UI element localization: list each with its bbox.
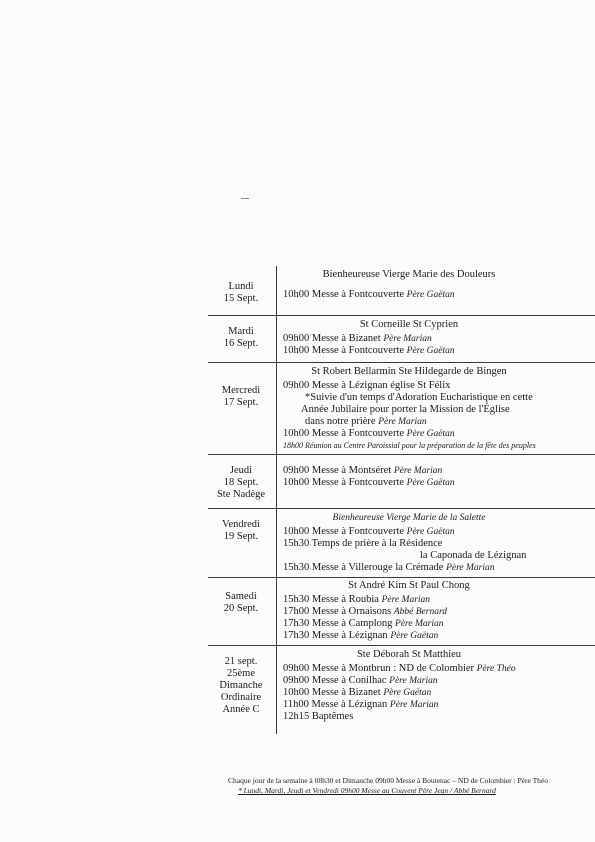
day-date: 20 Sept.	[223, 603, 259, 614]
day-name: Lundi	[228, 281, 254, 292]
schedule-line: 10h00 Messe à Fontcouverte Père Gaëtan	[283, 526, 455, 537]
day-label	[208, 385, 274, 409]
schedule-line: 09h00 Messe à Montséret Père Marian	[283, 465, 443, 476]
day-name: Mardi	[228, 326, 254, 337]
schedule-line: 12h15 Baptêmes	[283, 711, 354, 722]
day-label	[208, 519, 274, 543]
schedule-line: 10h00 Messe à Bizanet Père Gaëtan	[283, 687, 432, 698]
schedule-line: 09h00 Messe à Conilhac Père Marian	[283, 675, 438, 686]
schedule-line: 17h30 Messe à Lézignan Père Gaëtan	[283, 630, 439, 641]
saint-title: Ste Déborah St Matthieu	[356, 649, 462, 660]
schedule-line: 18h00 Réunion au Centre Paroissial pour la préparation de la fête des peuples	[283, 441, 536, 450]
column-divider	[276, 455, 277, 508]
day-name: Dimanche	[219, 680, 263, 691]
schedule-line: 17h00 Messe à Ornaisons Abbé Bernard	[283, 606, 448, 617]
day-date: 21 sept.	[224, 656, 258, 667]
day-sunday	[208, 646, 595, 734]
schedule-line: 10h00 Messe à Fontcouverte Père Gaëtan	[283, 477, 455, 488]
day-label	[208, 465, 274, 501]
day-label	[208, 281, 274, 305]
schedule-line: dans notre prière Père Marian	[305, 416, 427, 427]
saint-title: St Corneille St Cyprien	[359, 319, 459, 330]
day-name: Samedi	[225, 591, 257, 602]
column-divider	[276, 266, 277, 315]
column-divider	[276, 509, 277, 577]
day-date: 17 Sept.	[223, 397, 259, 408]
schedule-line: 10h00 Messe à Fontcouverte Père Gaëtan	[283, 345, 455, 356]
liturgical-time: Ordinaire	[220, 692, 262, 703]
saint-title: Bienheureuse Vierge Marie des Douleurs	[322, 269, 496, 280]
day-date: 19 Sept.	[223, 531, 259, 542]
day-wednesday	[208, 363, 595, 455]
saint-title: St André Kim St Paul Chong	[348, 580, 470, 591]
schedule-line: 15h30 Messe à Villerouge la Crémade Père Marian	[283, 562, 495, 573]
schedule-line: 10h00 Messe à Fontcouverte Père Gaëtan	[283, 428, 455, 439]
day-date: 16 Sept.	[223, 338, 259, 349]
week-number: 25ème	[227, 668, 255, 679]
day-friday	[208, 509, 595, 578]
day-name: Jeudi	[229, 465, 253, 476]
day-tuesday	[208, 316, 595, 363]
column-divider	[276, 316, 277, 362]
day-date: 15 Sept.	[223, 293, 259, 304]
footer-line-weekday-masses: Chaque jour de la semaine à 08h30 et Dimanche 09h00 Messe à Boutenac – ND de Colombier : Père Théo	[228, 776, 548, 785]
day-label	[208, 591, 274, 615]
day-thursday	[208, 455, 595, 509]
schedule-line: la Caponada de Lézignan	[420, 550, 527, 561]
liturgical-year: Année C	[222, 704, 260, 715]
day-monday	[208, 266, 595, 316]
saint-title: St Robert Bellarmin Ste Hildegarde de Bingen	[311, 366, 507, 377]
column-divider	[276, 363, 277, 454]
schedule-line: Année Jubilaire pour porter la Mission de l'Église	[301, 404, 510, 415]
schedule-line: 17h30 Messe à Camplong Père Marian	[283, 618, 444, 629]
schedule-line: 10h00 Messe à Fontcouverte Père Gaëtan	[283, 289, 455, 300]
column-divider	[276, 578, 277, 645]
schedule-line: 15h30 Messe à Roubia Père Marian	[283, 594, 431, 605]
day-name: Vendredi	[222, 519, 260, 530]
day-label	[208, 326, 274, 350]
saint-title: Bienheureuse Vierge Marie de la Salette	[332, 513, 486, 523]
footer-line-convent-masses: * Lundi, Mardi, Jeudi et Vendredi 09h00 Messe au Couvent Père Jean / Abbé Bernard	[238, 786, 496, 795]
weekly-schedule	[208, 266, 595, 734]
day-label	[208, 656, 274, 716]
schedule-line: 11h00 Messe à Lézignan Père Marian	[283, 699, 439, 710]
schedule-line: 09h00 Messe à Montbrun : ND de Colombier Père Théo	[283, 663, 516, 674]
schedule-line: 15h30 Temps de prière à la Résidence	[283, 538, 443, 549]
day-date: 18 Sept.	[223, 477, 259, 488]
column-divider	[276, 646, 277, 734]
schedule-line: 09h00 Messe à Lézignan église St Félix	[283, 380, 451, 391]
day-saint: Ste Nadège	[216, 489, 266, 500]
schedule-line: *Suivie d'un temps d'Adoration Eucharistique en cette	[305, 392, 533, 403]
schedule-line: 09h00 Messe à Bizanet Père Marian	[283, 333, 432, 344]
footer-notes	[228, 776, 548, 796]
day-saturday	[208, 578, 595, 646]
scan-speck	[241, 198, 249, 199]
day-name: Mercredi	[221, 385, 261, 396]
